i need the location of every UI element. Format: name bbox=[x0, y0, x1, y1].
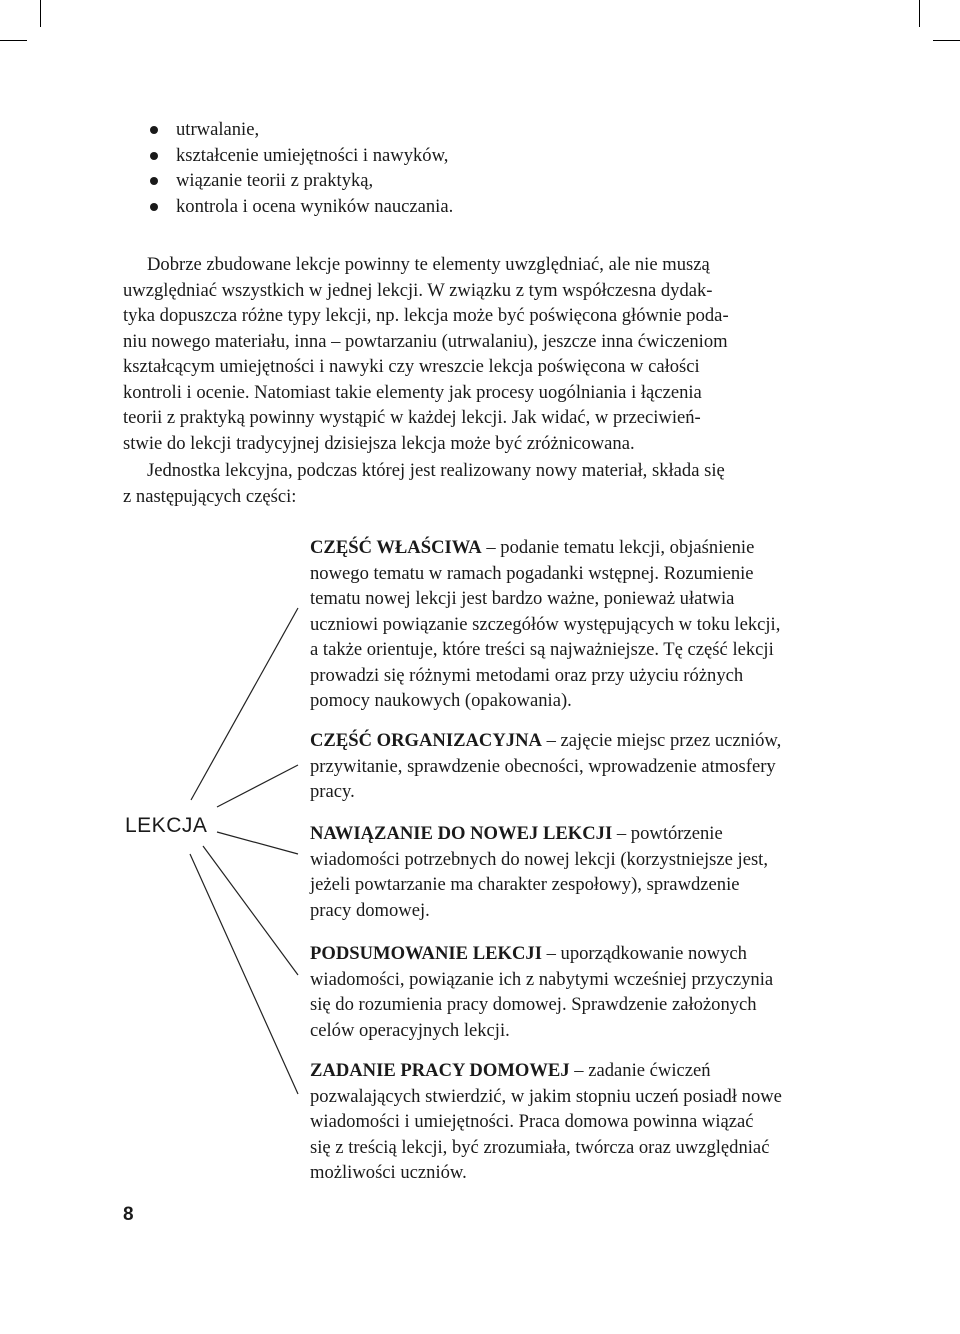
section-podsumowanie bbox=[310, 941, 826, 1043]
section-heading: CZĘŚĆ ORGANIZACYJNA bbox=[310, 730, 542, 751]
section-line: pomocy naukowych (opakowania). bbox=[310, 690, 572, 711]
section-line: pracy domowej. bbox=[310, 899, 430, 921]
section-heading: ZADANIE PRACY DOMOWEJ bbox=[310, 1060, 570, 1081]
section-line: przywitanie, sprawdzenie obecności, wprowadzenie atmosfery bbox=[310, 755, 776, 777]
section-line: celów operacyjnych lekcji. bbox=[310, 1019, 510, 1041]
section-line: nowego tematu w ramach pogadanki wstępnej. Rozumienie bbox=[310, 562, 754, 584]
section-line: prowadzi się różnymi metodami oraz przy użyciu różnych bbox=[310, 664, 744, 686]
section-line: możliwości uczniów. bbox=[310, 1162, 467, 1183]
connector-line bbox=[190, 854, 298, 1094]
connector-line bbox=[217, 832, 298, 854]
section-line: wiadomości i umiejętności. Praca domowa powinna wiązać bbox=[310, 1111, 754, 1132]
section-line: pozwalających stwierdzić, w jakim stopniu uczeń posiadł nowe bbox=[310, 1085, 782, 1107]
section-first-line: ZADANIE PRACY DOMOWEJ – zadanie ćwiczeń bbox=[310, 1060, 711, 1081]
section-first-line: CZĘŚĆ WŁAŚCIWA – podanie tematu lekcji, objaśnienie bbox=[310, 537, 755, 558]
section-heading: NAWIĄZANIE DO NOWEJ LEKCJI bbox=[310, 823, 613, 844]
paragraph-line: Dobrze zbudowane lekcje powinny te elementy uwzględniać, ale nie muszą bbox=[147, 254, 710, 275]
section-line: pracy. bbox=[310, 781, 355, 802]
connector-line bbox=[203, 846, 298, 975]
lesson-root-label: LEKCJA bbox=[125, 814, 208, 837]
paragraph-line: tyka dopuszcza różne typy lekcji, np. lekcja może być poświęcona głównie poda- bbox=[123, 305, 729, 326]
section-czesc-wlasciwa bbox=[310, 535, 826, 714]
section-line: jeżeli powtarzanie ma charakter zespołowy), sprawdzenie bbox=[310, 874, 740, 895]
paragraph-line: kształcącym umiejętności i nawyki czy wreszcie lekcja poświęcona w całości bbox=[123, 356, 700, 377]
paragraph-line: uwzględniać wszystkich w jednej lekcji. W związku z tym współczesna dydak- bbox=[123, 279, 713, 301]
paragraph-line: kontroli i ocenie. Natomiast takie elementy jak procesy uogólniania i łączenia bbox=[123, 381, 702, 403]
section-heading: CZĘŚĆ WŁAŚCIWA bbox=[310, 537, 482, 558]
section-line: a także orientuje, które treści są najważniejsze. Tę część lekcji bbox=[310, 639, 774, 660]
section-first-line: NAWIĄZANIE DO NOWEJ LEKCJI – powtórzenie bbox=[310, 823, 723, 844]
page-number: 8 bbox=[123, 1204, 134, 1225]
section-line: tematu nowej lekcji jest bardzo ważne, ponieważ ułatwia bbox=[310, 588, 735, 609]
section-line: się z treścią lekcji, być zrozumiała, twórcza oraz uwzględniać bbox=[310, 1136, 770, 1158]
section-line: uczniowi powiązanie szczegółów występujących w toku lekcji, bbox=[310, 613, 781, 635]
section-heading: PODSUMOWANIE LEKCJI bbox=[310, 943, 542, 964]
section-first-line: CZĘŚĆ ORGANIZACYJNA – zajęcie miejsc przez uczniów, bbox=[310, 730, 782, 751]
connector-line bbox=[191, 608, 298, 800]
section-nawiazanie bbox=[310, 821, 826, 923]
section-line: wiadomości potrzebnych do nowej lekcji (korzystniejsze jest, bbox=[310, 848, 768, 870]
paragraph-line: stwie do lekcji tradycyjnej dzisiejsza lekcja może być zróżnicowana. bbox=[123, 432, 635, 454]
connector-line bbox=[217, 765, 298, 807]
paragraph-line: teorii z praktyką powinny wystąpić w każdej lekcji. Jak widać, w przeciwień- bbox=[123, 407, 701, 428]
section-line: wiadomości, powiązanie ich z nabytymi wcześniej przyczynia bbox=[310, 968, 774, 990]
paragraph-line: niu nowego materiału, inna – powtarzaniu (utrwalaniu), jeszcze inna ćwiczeniom bbox=[123, 330, 728, 352]
section-czesc-organizacyjna bbox=[310, 728, 826, 805]
paragraph-line: Jednostka lekcyjna, podczas której jest realizowany nowy materiał, składa się bbox=[147, 460, 725, 481]
section-line: się do rozumienia pracy domowej. Sprawdzenie założonych bbox=[310, 994, 757, 1015]
section-zadanie-pracy-domowej bbox=[310, 1058, 826, 1186]
section-first-line: PODSUMOWANIE LEKCJI – uporządkowanie nowych bbox=[310, 943, 747, 964]
paragraph-line: z następujących części: bbox=[123, 485, 297, 507]
